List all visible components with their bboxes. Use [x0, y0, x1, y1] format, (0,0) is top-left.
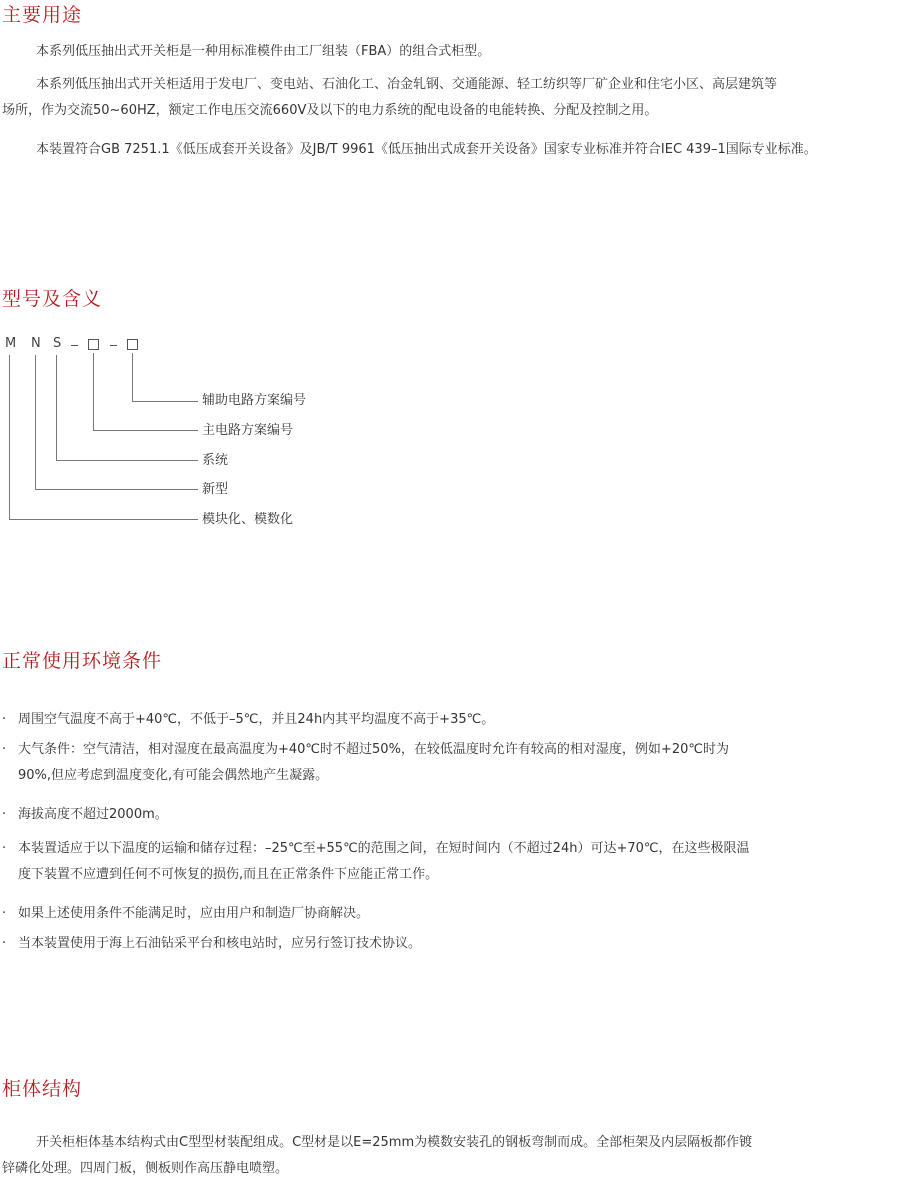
code-char-s: S	[53, 336, 62, 351]
code-placeholder-box-1	[88, 339, 99, 350]
bullet-dot: ·	[2, 712, 7, 727]
env-item-text: 本装置适应于以下温度的运输和储存过程：–25℃至+55℃的范围之间，在短时间内（不超过24h）可达+70℃，在这些极限温	[18, 841, 750, 856]
connector-vline-2	[35, 355, 36, 490]
bullet-dot: ·	[2, 742, 7, 757]
legend-system: 系统	[202, 453, 229, 468]
section-title-structure: 柜体结构	[2, 1078, 83, 1100]
section-title-model: 型号及含义	[2, 288, 103, 310]
env-item-6	[2, 931, 914, 957]
env-item-1	[2, 707, 914, 733]
env-item-4	[2, 836, 914, 888]
legend-aux-circuit: 辅助电路方案编号	[202, 393, 307, 408]
purpose-paragraph-2-line-1: 本系列低压抽出式开关柜适用于发电厂、变电站、石油化工、冶金轧钢、交通能源、轻工纺织等厂矿企业和住宅小区、高层建筑等	[36, 77, 778, 92]
bullet-dot: ·	[2, 906, 7, 921]
purpose-paragraph-2	[2, 72, 914, 98]
legend-main-circuit: 主电路方案编号	[202, 423, 294, 438]
env-item-text-cont: 度下装置不应遭到任何不可恢复的损伤,而且在正常条件下应能正常工作。	[18, 867, 439, 882]
env-item-3	[2, 802, 914, 828]
bullet-dot: ·	[2, 936, 7, 951]
env-item-text-cont: 90%,但应考虑到温度变化,有可能会偶然地产生凝露。	[18, 768, 329, 783]
structure-paragraph-line-2: 锌磷化处理。四周门板，侧板则作高压静电喷塑。	[2, 1161, 289, 1176]
connector-hline-4	[93, 430, 198, 431]
code-placeholder-box-2	[127, 339, 138, 350]
purpose-paragraph-2-cont	[2, 98, 914, 124]
env-item-5	[2, 901, 914, 927]
structure-paragraph-line-1: 开关柜柜体基本结构式由C型型材装配组成。C型材是以E=25mm为模数安装孔的钢板弯制而成。全部柜架及内层隔板都作镀	[36, 1135, 753, 1150]
env-item-text: 周围空气温度不高于+40℃，不低于–5℃，并且24h内其平均温度不高于+35℃。	[18, 712, 495, 727]
section-title-environment: 正常使用环境条件	[2, 650, 163, 672]
connector-vline-1	[9, 355, 10, 520]
purpose-paragraph-2-line-2: 场所，作为交流50~60HZ，额定工作电压交流660V及以下的电力系统的配电设备的电能转换、分配及控制之用。	[2, 103, 658, 118]
env-item-text: 当本装置使用于海上石油钻采平台和核电站时，应另行签订技术协议。	[18, 936, 422, 951]
legend-new-type: 新型	[202, 482, 229, 497]
env-item-text: 如果上述使用条件不能满足时，应由用户和制造厂协商解决。	[18, 906, 370, 921]
connector-hline-1	[9, 519, 198, 520]
env-item-text: 海拔高度不超过2000m。	[18, 807, 168, 822]
code-dash-1	[71, 345, 78, 346]
connector-vline-3	[56, 355, 57, 461]
purpose-paragraph-1: 本系列低压抽出式开关柜是一种用标准模件由工厂组装（FBA）的组合式柜型。	[36, 44, 491, 59]
section-title-purpose: 主要用途	[2, 4, 83, 26]
legend-modular: 模块化、模数化	[202, 512, 294, 527]
connector-hline-2	[35, 489, 198, 490]
bullet-dot: ·	[2, 807, 7, 822]
code-char-n: N	[31, 336, 41, 351]
bullet-dot: ·	[2, 841, 7, 856]
env-item-2	[2, 737, 914, 789]
connector-hline-3	[56, 460, 198, 461]
purpose-paragraph-3: 本装置符合GB 7251.1《低压成套开关设备》及JB/T 9961《低压抽出式成套开关设备》国家专业标准并符合IEC 439–1国际专业标准。	[36, 142, 817, 157]
connector-vline-5	[132, 353, 133, 402]
code-char-m: M	[5, 336, 17, 351]
structure-paragraph	[2, 1130, 914, 1156]
env-item-text: 大气条件：空气清洁，相对湿度在最高温度为+40℃时不超过50%，在较低温度时允许有较高的相对湿度，例如+20℃时为	[18, 742, 729, 757]
code-dash-2	[110, 345, 117, 346]
connector-hline-5	[132, 401, 198, 402]
structure-paragraph-cont	[2, 1156, 914, 1182]
connector-vline-4	[93, 353, 94, 431]
